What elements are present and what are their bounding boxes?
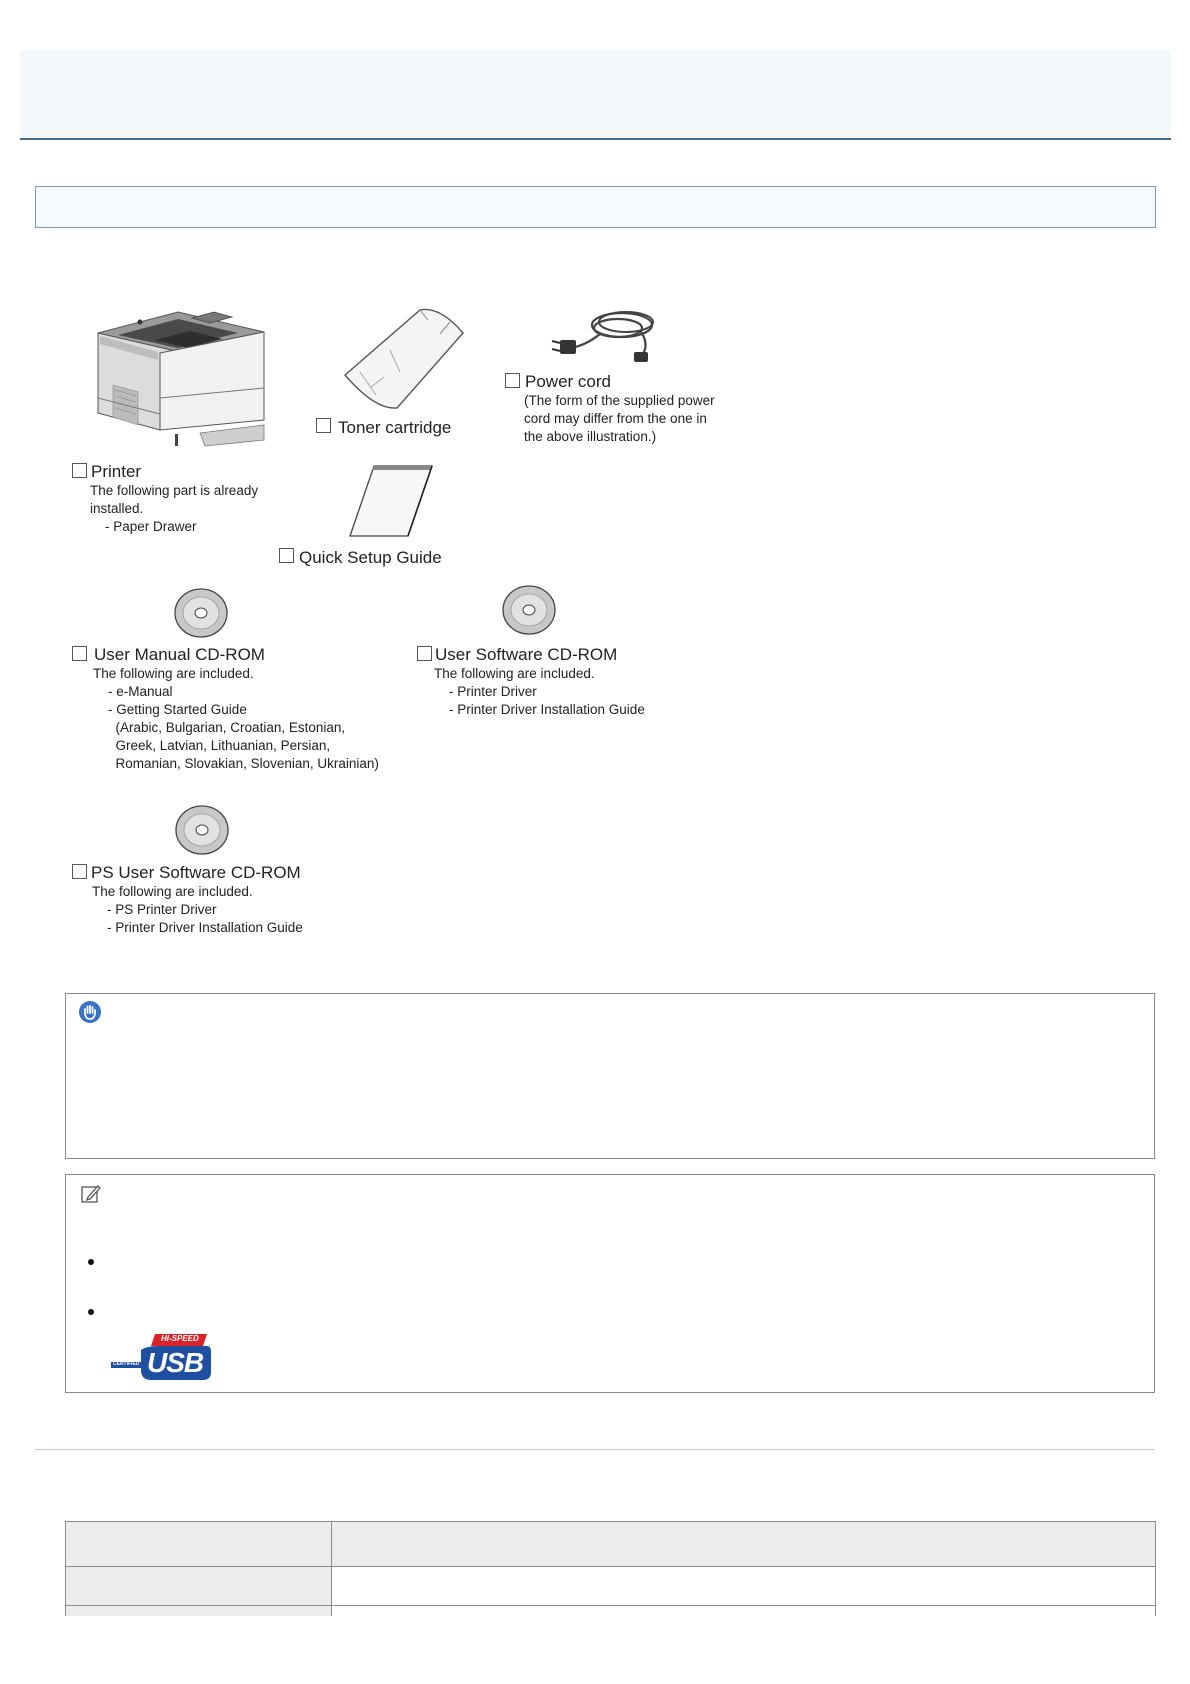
printer-image (98, 312, 264, 446)
spec-table (65, 1521, 1156, 1616)
user-software-cd-note: The following are included. - Printer Driver - Printer Driver Installation Guide (434, 666, 645, 717)
usb-logo: HI-SPEED CERTIFIED USB (111, 1332, 213, 1382)
power-cord-title: Power cord (525, 372, 611, 391)
table-header-cell (332, 1522, 1156, 1567)
important-box (65, 993, 1155, 1159)
table-header-row (66, 1522, 1156, 1567)
memo-box (65, 1174, 1155, 1393)
memo-bullet (88, 1309, 94, 1315)
hand-stop-icon (78, 1000, 102, 1024)
table-cell (332, 1606, 1156, 1617)
toner-cartridge-title: Toner cartridge (338, 418, 452, 437)
user-manual-cd-title: User Manual CD-ROM (94, 645, 265, 664)
printer-title: Printer (91, 462, 142, 481)
cd-ps-software-image (176, 806, 228, 854)
checkbox-icon (417, 646, 432, 661)
power-cord-note: (The form of the supplied power cord may differ from the one in the above illustration.) (524, 393, 715, 444)
cd-user-software-image (503, 586, 555, 634)
quick-setup-guide-title: Quick Setup Guide (299, 548, 442, 567)
pencil-memo-icon (80, 1183, 102, 1205)
table-row (66, 1567, 1156, 1606)
table-header-cell (66, 1522, 332, 1567)
checkbox-icon (316, 418, 331, 433)
power-cord-image (552, 312, 653, 362)
checkbox-icon (72, 463, 87, 478)
table-cell (66, 1606, 332, 1617)
ps-software-cd-title: PS User Software CD-ROM (91, 863, 301, 882)
memo-bullet (88, 1259, 94, 1265)
ps-software-cd-note: The following are included. - PS Printer Driver - Printer Driver Installation Guide (92, 884, 303, 935)
toner-cartridge-image (345, 309, 463, 408)
user-software-cd-title: User Software CD-ROM (435, 645, 618, 664)
table-row (66, 1606, 1156, 1617)
section-divider (35, 1449, 1154, 1450)
checkbox-icon (505, 373, 520, 388)
printer-note: The following part is already installed. - Paper Drawer (90, 483, 259, 534)
quick-setup-guide-image (350, 466, 432, 536)
user-manual-cd-note: The following are included. - e-Manual - Getting Started Guide (Arabic, Bulgarian, Croatian, Estonian, Greek, Latvian, Lithuanian, Persian, Romanian, Slovakian, Slovenian, Ukrainian) (93, 666, 379, 771)
table-cell (332, 1567, 1156, 1606)
checkbox-icon (279, 548, 294, 563)
checkbox-icon (72, 864, 87, 879)
table-cell (66, 1567, 332, 1606)
cd-user-manual-image (175, 589, 227, 637)
checkbox-icon (72, 646, 87, 661)
